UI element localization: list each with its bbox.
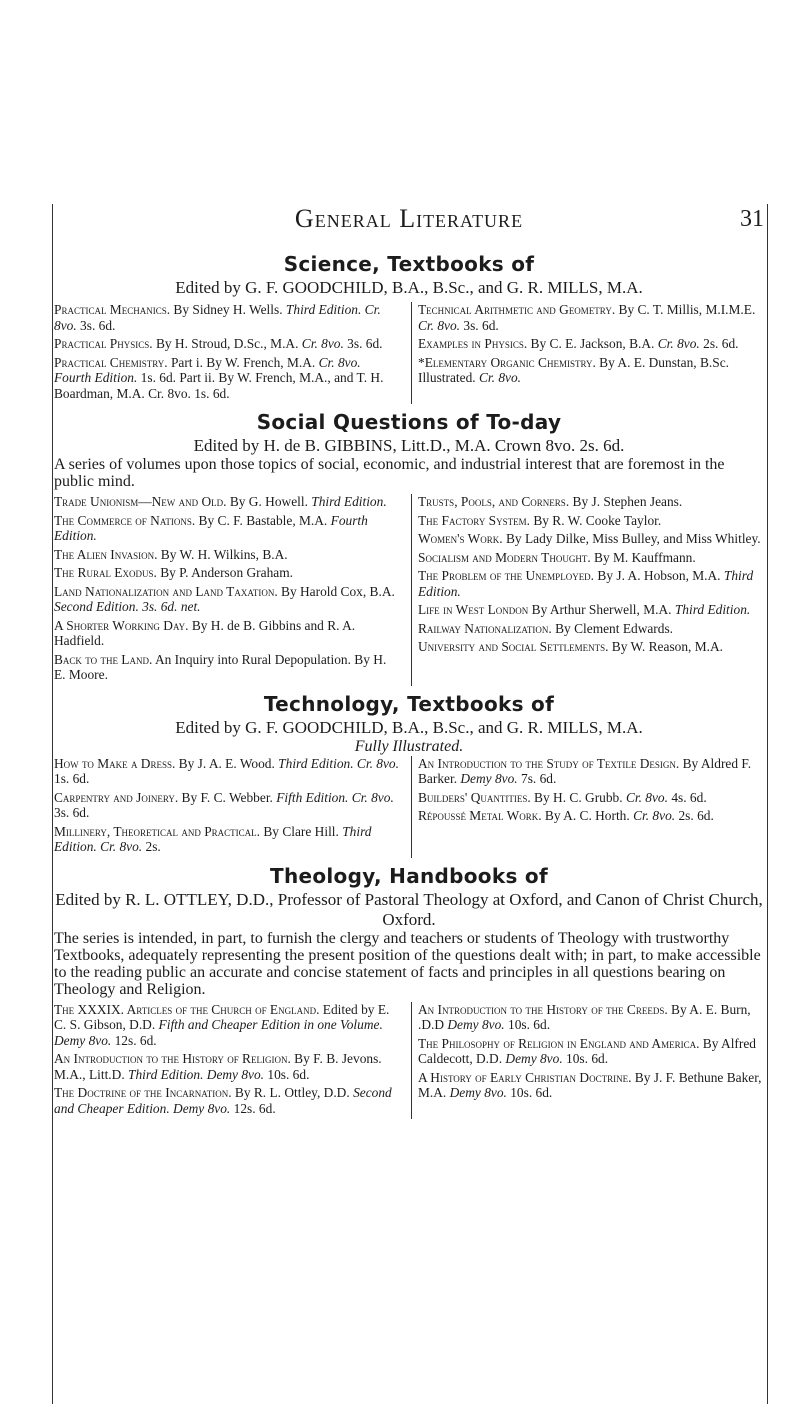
book-title: *Elementary Organic Chemistry. [418,354,596,370]
book-edition: Third Edition. [311,494,387,509]
book-price: 4s. 6d. [667,789,707,805]
book-entry [54,565,400,581]
book-edition: Third Edition. Demy 8vo. [128,1066,265,1082]
book-title: A Shorter Working Day. [54,617,189,633]
book-entry [54,513,400,544]
section-science [54,252,764,404]
right-column [411,756,764,858]
book-author: By F. C. Webber. [178,789,277,805]
book-price: 2s. 6d. [699,336,739,351]
section-title: Theology, Handbooks of [270,863,548,888]
book-title: University and Social Settlements. [418,639,609,654]
book-entry [54,1051,400,1082]
section-editor: Edited by G. F. GOODCHILD, B.A., B.Sc., and G. R. MILLS, M.A. [175,717,643,737]
book-title: The Doctrine of the Incarnation. [54,1085,232,1100]
book-author: By Aldred F. Barker. [418,755,752,786]
book-author: By C. T. Millis, M.I.M.E. [615,302,756,317]
book-edition: Cr. 8vo. [301,336,344,351]
book-entry [54,302,400,333]
book-author: By Clare Hill. [260,823,343,839]
book-edition: Second Edition. 3s. 6d. net. [54,599,201,614]
book-author: By Clement Edwards. [551,620,674,636]
book-edition: Demy 8vo. [460,771,518,786]
book-entry [54,1085,400,1116]
book-title: Women's Work. [418,531,503,546]
book-title: Practical Physics. [54,336,153,351]
book-title: The Philosophy of Religion in England and America. [418,1035,700,1051]
running-title: General Literature [294,204,524,233]
book-title: Practical Chemistry. [54,354,168,370]
book-entry [54,336,400,352]
right-column [411,494,764,686]
book-entry [418,790,764,806]
book-author: By Alfred Caldecott, D.D. [418,1035,756,1066]
book-author: By H. de B. Gibbins and R. A. Hadfield. [54,617,356,648]
book-entry [54,824,400,855]
book-edition: Fourth Edition. [54,512,368,543]
columns [54,494,764,686]
book-author: By W. H. Wilkins, B.A. [157,546,288,562]
section-intro: A series of volumes upon those topics of social, economic, and industrial interest that are foremost in the public mind. [54,456,725,490]
book-title: Trusts, Pools, and Corners. [418,494,570,509]
page-header [54,204,764,234]
book-edition: Fifth Edition. Cr. 8vo. [276,789,394,805]
book-title: Practical Mechanics. [54,302,171,317]
book-author: By R. W. Cooke Taylor. [529,512,662,528]
right-column [411,302,764,404]
book-entry [418,639,764,655]
book-edition: Third Edition. Cr. 8vo. [54,823,372,854]
book-author: By H. C. Grubb. [530,789,626,805]
book-price: 3s. 6d. [76,317,116,333]
section-theology [54,864,764,1120]
book-price: 1s. 6d. Part ii. By W. French, M.A., and T. H. Boardman, M.A. Cr. 8vo. 1s. 6d. [54,370,384,401]
book-author: By A. E. Dunstan, B.Sc. Illustrated. [418,354,729,385]
book-edition: Demy 8vo. [447,1017,505,1032]
book-title: Railway Nationalization. [418,620,552,636]
book-entry [54,584,400,615]
book-title: The Alien Invasion. [54,546,158,562]
book-entry [418,513,764,529]
section-intro: The series is intended, in part, to furnish the clergy and teachers or students of Theology with trustworthy Textbooks, adequately representing the present position of the questions dealt with; in part, to make accessible to the reading public an accurate and concise statement of facts and principles in all questions bearing on Theology and Religion. [54,929,761,998]
book-price: 12s. 6d. [230,1100,276,1116]
book-entry [418,1070,764,1101]
book-price: 10s. 6d. [562,1051,609,1066]
book-entry [418,1036,764,1067]
book-edition: Second and Cheaper Edition. Demy 8vo. [54,1085,392,1116]
book-title: How to Make a Dress. [54,755,176,771]
book-title: An Introduction to the History of the Creeds. [418,1001,668,1017]
book-edition: Demy 8vo. [449,1085,507,1100]
right-column [411,1002,764,1120]
book-entry [418,531,764,547]
book-edition: Third Edition. Cr. 8vo. [278,755,399,771]
book-title: Trade Unionism—New and Old. [54,494,227,509]
book-title: Examples in Physics. [418,336,528,351]
book-entry [418,302,764,333]
book-entry [54,652,400,683]
section-editor: Edited by G. F. GOODCHILD, B.A., B.Sc., and G. R. MILLS, M.A. [175,278,643,297]
book-entry [54,494,400,510]
book-author: By P. Anderson Graham. [156,565,293,580]
book-price: 10s. 6d. [506,1085,553,1100]
book-title: Land Nationalization and Land Taxation. [54,583,278,599]
book-title: The Rural Exodus. [54,565,157,580]
left-column [54,1002,400,1120]
book-entry [418,756,764,787]
book-title: The Factory System. [418,512,530,528]
book-author: By F. B. Jevons. M.A., Litt.D. [54,1051,382,1082]
book-entry [54,618,400,649]
book-author: By Harold Cox, B.A. [277,583,395,599]
book-edition: Fifth and Cheaper Edition in one Volume. Demy 8vo. [54,1017,383,1048]
book-entry [418,494,764,510]
book-edition: Third Edition. [674,602,751,617]
book-author: By M. Kauffmann. [590,549,696,565]
book-price: 12s. 6d. [111,1032,157,1048]
book-price: 3s. 6d. [54,805,90,820]
book-price: 3s. 6d. [460,317,499,333]
book-author: By A. C. Horth. [541,808,634,823]
book-title: Répoussé Metal Work. [418,808,542,823]
section-title: Social Questions of To-day [256,410,562,434]
book-edition: Third Edition. Cr. 8vo. [54,302,381,333]
book-entry [54,547,400,563]
book-author: By H. Stroud, D.Sc., M.A. [152,336,302,351]
book-title: Back to the Land. [54,651,153,667]
book-title: An Introduction to the History of Religion. [54,1051,291,1066]
book-title: A History of Early Christian Doctrine. [418,1069,632,1085]
left-column [54,302,400,404]
section-title: Technology, Textbooks of [263,691,555,716]
book-entry [54,756,400,787]
book-author: By Lady Dilke, Miss Bulley, and Miss Whitley. [502,531,761,546]
book-edition: Cr. 8vo. [418,317,461,333]
book-entry [418,568,764,599]
book-title: Millinery, Theoretical and Practical. [54,823,261,839]
book-edition: Cr. 8vo. Fourth Edition. [54,354,361,385]
page-number: 31 [740,206,764,232]
book-entry [418,621,764,637]
book-title: The XXXIX. Articles of the Church of England. [54,1001,320,1017]
section-editor: Edited by H. de B. GIBBINS, Litt.D., M.A. Crown 8vo. 2s. 6d. [193,436,625,455]
book-author: By A. E. Burn, .D.D [418,1001,751,1032]
book-entry [54,1002,400,1049]
book-edition: Demy 8vo. [505,1051,563,1066]
book-author: By R. L. Ottley, D.D. [231,1085,354,1100]
book-author: By J. A. E. Wood. [175,755,279,771]
book-entry [418,1002,764,1033]
book-edition: Cr. 8vo. [625,789,668,805]
book-author: By Arthur Sherwell, M.A. [528,602,675,617]
book-entry [54,790,400,821]
content [54,252,764,1119]
book-author: By G. Howell. [226,494,312,509]
book-edition: Cr. 8vo. [633,808,676,823]
book-title: The Commerce of Nations. [54,512,196,528]
columns [54,1002,764,1120]
book-entry [418,808,764,824]
section-social [54,410,764,686]
book-author: By Sidney H. Wells. [170,302,286,317]
columns [54,302,764,404]
book-price: 1s. 6d. [54,771,90,786]
book-author: An Inquiry into Rural Depopulation. By H. E. Moore. [54,651,387,682]
book-edition: Cr. 8vo. [478,370,522,385]
book-price: 2s. [142,839,161,854]
book-author: By J. Stephen Jeans. [569,494,683,509]
book-entry [418,602,764,618]
section-note: Fully Illustrated. [354,737,464,755]
book-price: 2s. 6d. [675,808,714,823]
book-entry [54,355,400,402]
left-column [54,756,400,858]
book-title: The Problem of the Unemployed. [418,568,595,583]
book-entry [418,550,764,566]
book-title: Technical Arithmetic and Geometry. [418,302,616,317]
section-technology [54,692,764,858]
book-title: An Introduction to the Study of Textile Design. [418,755,680,771]
book-title: Builders' Quantities. [418,789,531,805]
book-author: Edited by E. C. S. Gibson, D.D. [54,1001,390,1032]
book-edition: Third Edition. [418,568,754,599]
book-title: Carpentry and Joinery. [54,789,179,805]
book-author: By J. A. Hobson, M.A. [594,568,724,583]
book-title: Life in West London [418,602,529,617]
book-author: By W. Reason, M.A. [608,639,724,654]
section-editor: Edited by R. L. OTTLEY, D.D., Professor of Pastoral Theology at Oxford, and Canon of Christ Church, Oxford. [55,889,763,929]
book-edition: Cr. 8vo. [657,336,700,351]
book-price: 7s. 6d. [517,771,557,786]
book-author: By C. F. Bastable, M.A. [195,512,331,528]
book-author: By J. F. Bethune Baker, M.A. [418,1069,762,1100]
book-entry [418,336,764,352]
section-title: Science, Textbooks of [283,252,535,276]
book-title: Socialism and Modern Thought. [418,549,591,565]
book-price: 10s. 6d. [264,1066,310,1082]
book-entry [418,355,764,386]
book-author: By C. E. Jackson, B.A. [527,336,658,351]
book-price: 3s. 6d. [343,336,383,351]
book-price: 10s. 6d. [504,1017,551,1032]
columns [54,756,764,858]
book-author: Part i. By W. French, M.A. [167,354,319,370]
left-column [54,494,400,686]
